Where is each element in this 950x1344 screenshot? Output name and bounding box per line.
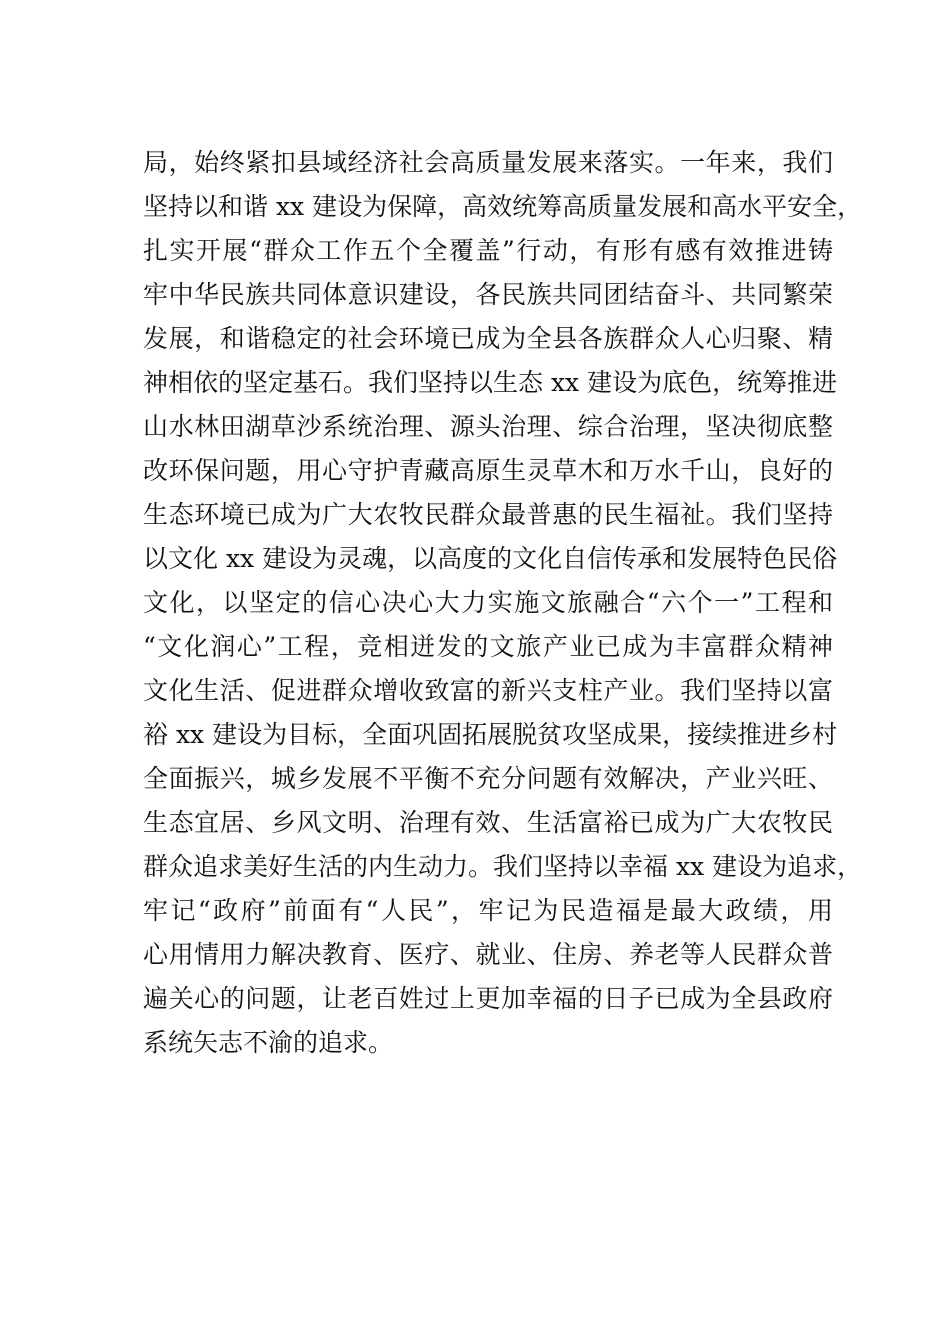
text-line: 全面振兴，城乡发展不平衡不充分问题有效解决，产业兴旺、 bbox=[143, 764, 833, 793]
body-paragraph bbox=[143, 141, 863, 1065]
text-line: 文化生活、促进群众增收致富的新兴支柱产业。我们坚持以富 bbox=[143, 676, 833, 705]
text-line: 局，始终紧扣县域经济社会高质量发展来落实。一年来，我们 bbox=[143, 148, 833, 177]
text-line: 生态宜居、乡风文明、治理有效、生活富裕已成为广大农牧民 bbox=[143, 808, 833, 837]
text-line: 以文化 xx 建设为灵魂，以高度的文化自信传承和发展特色民俗 bbox=[143, 544, 838, 573]
text-line: 发展，和谐稳定的社会环境已成为全县各族群众人心归聚、精 bbox=[143, 324, 833, 353]
text-line: 坚持以和谐 xx 建设为保障，高效统筹高质量发展和高水平安全， bbox=[143, 192, 863, 221]
text-line: 心用情用力解决教育、医疗、就业、住房、养老等人民群众普 bbox=[143, 940, 833, 969]
text-line: 扎实开展“群众工作五个全覆盖”行动，有形有感有效推进铸 bbox=[143, 236, 833, 265]
text-line: 群众追求美好生活的内生动力。我们坚持以幸福 xx 建设为追求， bbox=[143, 852, 863, 881]
text-line: 牢记“政府”前面有“人民”，牢记为民造福是最大政绩，用 bbox=[143, 896, 833, 925]
text-line: 遍关心的问题，让老百姓过上更加幸福的日子已成为全县政府 bbox=[143, 984, 833, 1013]
text-line: 改环保问题，用心守护青藏高原生灵草木和万水千山，良好的 bbox=[143, 456, 833, 485]
text-line: 裕 xx 建设为目标，全面巩固拓展脱贫攻坚成果，接续推进乡村 bbox=[143, 720, 838, 749]
text-line: 生态环境已成为广大农牧民群众最普惠的民生福祉。我们坚持 bbox=[143, 500, 833, 529]
text-line: 山水林田湖草沙系统治理、源头治理、综合治理，坚决彻底整 bbox=[143, 412, 833, 441]
text-line: “文化润心”工程，竞相迸发的文旅产业已成为丰富群众精神 bbox=[143, 632, 833, 661]
text-line: 文化，以坚定的信心决心大力实施文旅融合“六个一”工程和 bbox=[143, 588, 833, 617]
text-line: 牢中华民族共同体意识建设，各民族共同团结奋斗、共同繁荣 bbox=[143, 280, 833, 309]
text-line-last: 系统矢志不渝的追求。 bbox=[143, 1028, 394, 1057]
text-line: 神相依的坚定基石。我们坚持以生态 xx 建设为底色，统筹推进 bbox=[143, 368, 838, 397]
